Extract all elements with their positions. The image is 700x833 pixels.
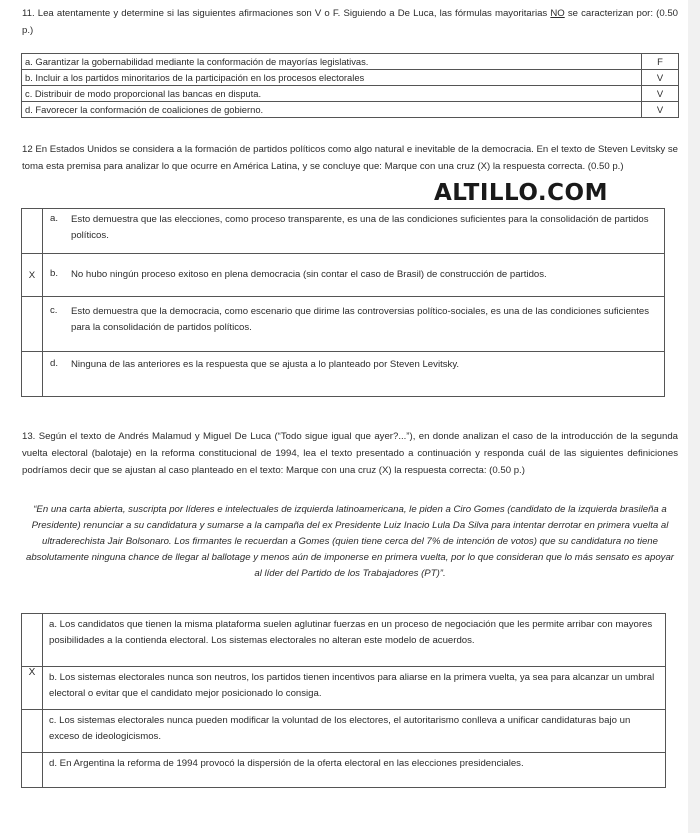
table-row xyxy=(22,254,665,297)
q12-option-b-letter: b. xyxy=(50,268,59,279)
q12-option-b-text: No hubo ningún proceso exitoso en plena democracia (sin contar el caso de Brasil) de construcción de partidos. xyxy=(71,269,547,280)
table-row xyxy=(22,70,679,86)
table-row xyxy=(22,352,665,397)
q12-option-d xyxy=(43,352,665,397)
q11-row-d-text: d. Favorecer la conformación de coaliciones de gobierno. xyxy=(22,102,642,118)
watermark-logo: ALTILLO.COM xyxy=(434,180,608,206)
q11-stem: 11. Lea atentamente y determine si las siguientes afirmaciones son V o F. Siguiendo a De Luca, las fórmulas mayoritarias NO se caracterizan por: (0.50 p.) xyxy=(22,8,679,36)
table-row xyxy=(22,710,666,753)
page-edge-shadow xyxy=(688,0,700,833)
q11-stem-underlined: NO xyxy=(550,8,565,19)
q13-option-c-text: c. Los sistemas electorales nunca pueden modificar la voluntad de los electores, el autoritarismo conlleva a unificar candidaturas bajo un exceso de ideologicismos. xyxy=(43,710,666,753)
table-row xyxy=(22,209,665,254)
table-row xyxy=(22,667,666,710)
table-row xyxy=(22,614,666,667)
table-row xyxy=(22,102,679,118)
q12-table xyxy=(21,208,665,397)
q13-option-b-text: b. Los sistemas electorales nunca son neutros, los partidos tienen incentivos para aliarse en la primera vuelta, ya sea para alcanzar un umbral electoral o evitar que el candidato mejor posicionado lo consiga. xyxy=(43,667,666,710)
table-row xyxy=(22,753,666,788)
q11-row-c-answer[interactable]: V xyxy=(642,86,679,102)
q13-option-a-text: a. Los candidatos que tienen la misma plataforma suelen aglutinar fuerzas en un proceso de negociación que les permite arribar con mayores posibilidades a la contienda electoral. Los sistemas electorales no alteran este modelo de acuerdos. xyxy=(43,614,666,667)
q11-row-b-text: b. Incluir a los partidos minoritarios de la participación en los procesos electorales xyxy=(22,70,642,86)
q12-option-d-text: Ninguna de las anteriores es la respuesta que se ajusta a lo planteado por Steven Levitsky. xyxy=(71,359,460,370)
q12-option-c-letter: c. xyxy=(50,305,58,316)
q12-option-c-text: Esto demuestra que la democracia, como escenario que dirime las controversias político-sociales, es una de las condiciones suficientes para la consolidación de partidos políticos. xyxy=(71,306,650,333)
q12-option-b-mark[interactable]: X xyxy=(22,254,43,297)
q12-option-b xyxy=(43,254,665,297)
q13-stem: 13. Según el texto de Andrés Malamud y Miguel De Luca (“Todo sigue igual que ayer?...”), en donde analizan el caso de la introducción de la segunda vuelta electoral (balotaje) en la reforma constitucional de 1994, lea el texto presentado a continuación y responda cuál de las siguientes definiciones podríamos decir que se ajustan al caso planteado en el texto: Marque con una cruz (X) la respuesta correcta: (0.50 p.) xyxy=(22,431,678,476)
q12-option-c xyxy=(43,297,665,352)
q12-option-d-mark[interactable] xyxy=(22,352,43,397)
q12-option-a-text: Esto demuestra que las elecciones, como proceso transparente, es una de las condiciones suficientes para la consolidación de partidos políticos. xyxy=(71,214,649,241)
q11-row-a-answer[interactable]: F xyxy=(642,54,679,70)
q12-option-a xyxy=(43,209,665,254)
q11-row-d-answer[interactable]: V xyxy=(642,102,679,118)
q11-table xyxy=(21,53,679,118)
q13-table xyxy=(21,613,666,788)
q11-row-a-text: a. Garantizar la gobernabilidad mediante la conformación de mayorías legislativas. xyxy=(22,54,642,70)
table-row xyxy=(22,54,679,70)
q13-option-d-mark[interactable] xyxy=(22,753,43,788)
q12-option-d-letter: d. xyxy=(50,358,59,369)
q12-option-a-letter: a. xyxy=(50,213,59,224)
q13-option-a-mark[interactable] xyxy=(22,614,43,667)
q13-option-b-mark[interactable]: X xyxy=(22,667,43,710)
table-row xyxy=(22,86,679,102)
q13-quote: “En una carta abierta, suscripta por líderes e intelectuales de izquierda latinoamericana, le piden a Ciro Gomes (candidato de la izquierda brasileña a Presidente) renunciar a su candidatura y sumarse a la campaña del ex Presidente Luiz Inacio Lula Da Silva para intentar derrotar en primera vuelta al ultraderechista Jair Bolsonaro. Los firmantes le recuerdan a Gomes (quien tiene cerca del 7% de intención de votos) que su candidatura no tiene absolutamente ninguna chance de llegar al ballotage y menos aún de imponerse en primera vuelta, por lo que consideran que lo más sensato es apoyar al líder del Partido de los Trabajadores (PT)”. xyxy=(26,504,674,579)
q12-option-c-mark[interactable] xyxy=(22,297,43,352)
q12-option-a-mark[interactable] xyxy=(22,209,43,254)
table-row xyxy=(22,297,665,352)
q11-row-c-text: c. Distribuir de modo proporcional las bancas en disputa. xyxy=(22,86,642,102)
q13-option-c-mark[interactable] xyxy=(22,710,43,753)
q12-stem: 12 En Estados Unidos se considera a la formación de partidos políticos como algo natural e inevitable de la democracia. En el texto de Steven Levitsky se toma esta premisa para analizar lo que ocurre en América Latina, y se concluye que: Marque con una cruz (X) la respuesta correcta. (0.50 p.) xyxy=(22,144,678,172)
q11-row-b-answer[interactable]: V xyxy=(642,70,679,86)
q13-option-d-text: d. En Argentina la reforma de 1994 provocó la dispersión de la oferta electoral en las elecciones presidenciales. xyxy=(43,753,666,788)
